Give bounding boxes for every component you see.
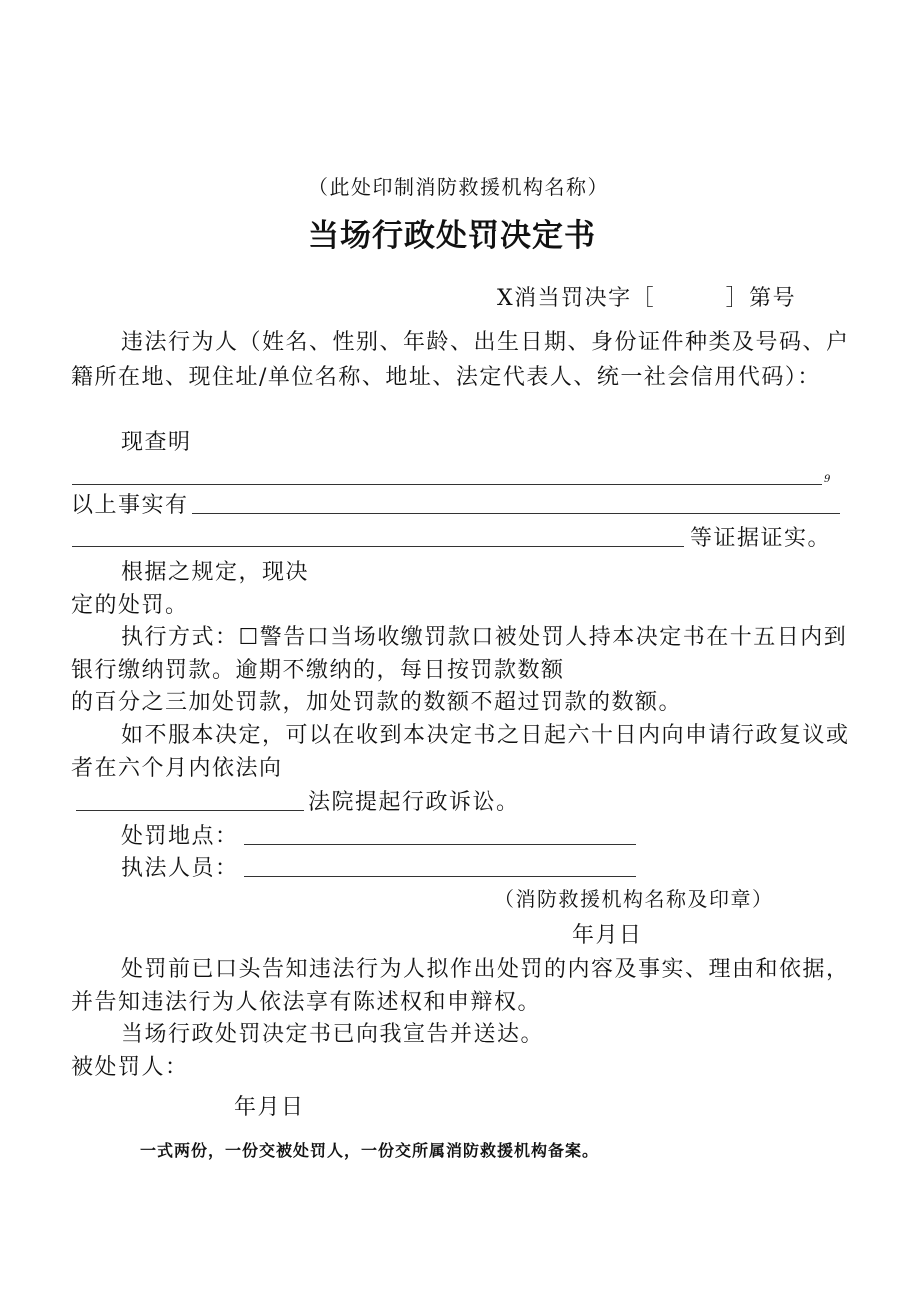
penalty-location-line bbox=[244, 844, 636, 845]
legal-basis-line2: 定的处罚。 bbox=[71, 593, 189, 618]
line-end-mark: 9 bbox=[824, 474, 831, 485]
execution-line3: 的百分之三加处罚款，加处罚款的数额不超过罚款的数额。 bbox=[71, 690, 683, 715]
violator-text-line1: 违法行为人（姓名、性别、年龄、出生日期、身份证件种类及号码、户 bbox=[121, 330, 850, 355]
officers-label: 执法人员： bbox=[121, 856, 239, 881]
notice-line2: 并告知违法行为人依法享有陈述权和申辩权。 bbox=[71, 990, 542, 1015]
legal-basis-line1: 根据之规定，现决 bbox=[121, 560, 310, 585]
evidence-suffix: 等证据证实。 bbox=[690, 526, 832, 551]
evidence-blank-line-1 bbox=[192, 513, 840, 514]
notice-line1: 处罚前已口头告知违法行为人拟作出处罚的内容及事实、理由和依据， bbox=[121, 957, 850, 982]
officers-line bbox=[244, 876, 636, 877]
facts-blank-line bbox=[72, 484, 822, 485]
copies-note: 一式两份，一份交被处罚人，一份交所属消防救援机构备案。 bbox=[140, 1141, 600, 1160]
facts-prefix: 以上事实有 bbox=[71, 493, 189, 518]
delivered-line: 当场行政处罚决定书已向我宣告并送达。 bbox=[121, 1022, 545, 1047]
penalty-location-label: 处罚地点： bbox=[121, 824, 239, 849]
org-name-placeholder: （此处印制消防救援机构名称） bbox=[308, 175, 609, 199]
document-number: X消当罚决字［ ］第号 bbox=[497, 286, 797, 311]
found-label: 现查明 bbox=[121, 430, 192, 455]
penalized-person-label: 被处罚人： bbox=[71, 1055, 189, 1080]
execution-line2: 银行缴纳罚款。逾期不缴纳的，每日按罚款数额 bbox=[71, 658, 565, 683]
seal-label: （消防救援机构名称及印章） bbox=[494, 887, 774, 911]
execution-line1: 执行方式：☐警告口当场收缴罚款口被处罚人持本决定书在十五日内到 bbox=[121, 625, 848, 650]
appeal-line2: 者在六个月内依法向 bbox=[71, 756, 283, 781]
issue-date-label: 年月日 bbox=[572, 923, 643, 948]
appeal-line3-suffix: 法院提起行政诉讼。 bbox=[308, 790, 520, 815]
penalized-date-label: 年月日 bbox=[234, 1095, 305, 1120]
violator-text-line2: 籍所在地、现住址/单位名称、地址、法定代表人、统一社会信用代码）： bbox=[71, 365, 821, 390]
document-title: 当场行政处罚决定书 bbox=[308, 218, 596, 254]
court-blank-line bbox=[76, 810, 304, 811]
evidence-blank-line-2 bbox=[72, 546, 684, 547]
appeal-line1: 如不服本决定，可以在收到本决定书之日起六十日内向申请行政复议或 bbox=[121, 723, 850, 748]
